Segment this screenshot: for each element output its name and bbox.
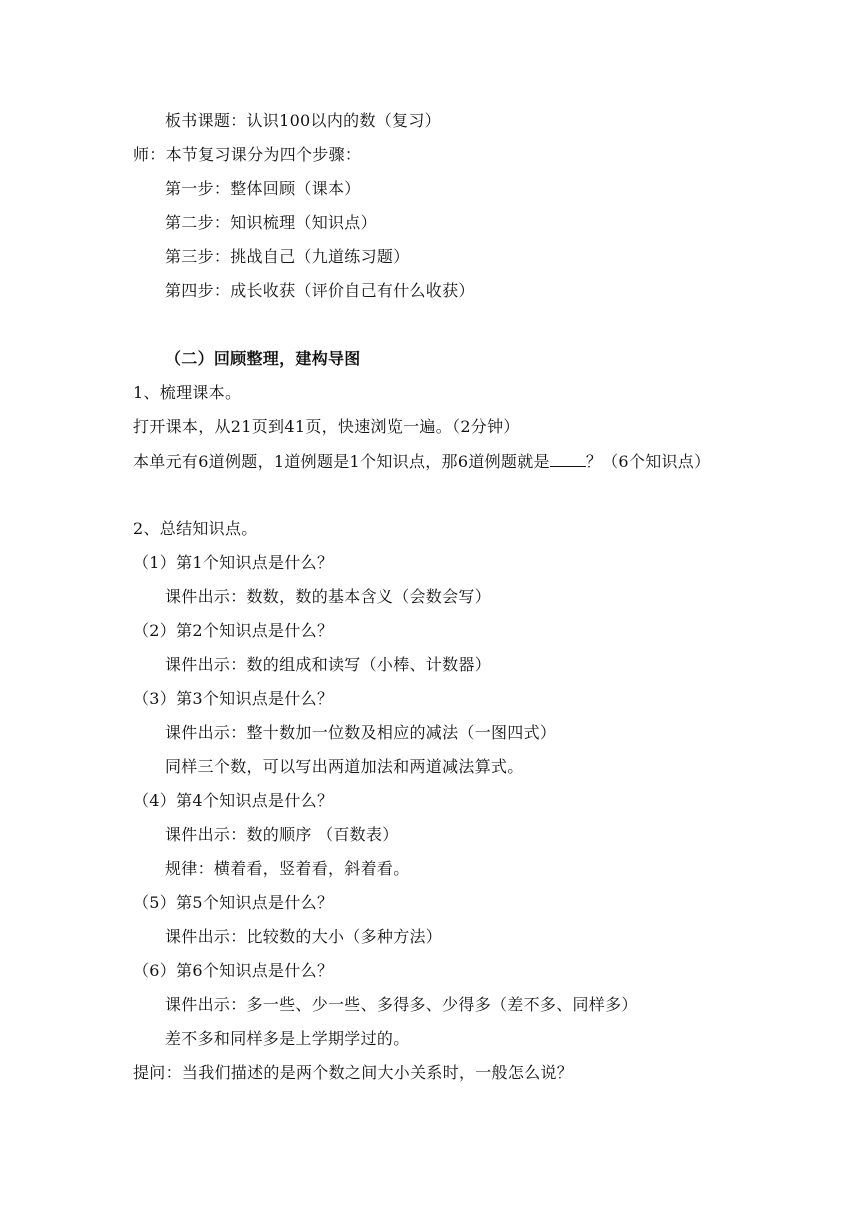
point-5-question: （5）第5个知识点是什么？ <box>133 893 334 912</box>
point-5-answer: 课件出示：比较数的大小（多种方法） <box>165 927 443 946</box>
step-1-line: 第一步：整体回顾（课本） <box>165 179 361 198</box>
review-textbook-line: 1、梳理课本。 <box>133 383 242 402</box>
teacher-intro-line: 师：本节复习课分为四个步骤： <box>133 145 362 164</box>
step-2-line: 第二步：知识梳理（知识点） <box>165 213 377 232</box>
point-4-question: （4）第4个知识点是什么？ <box>133 791 334 810</box>
question-line: 提问：当我们描述的是两个数之间大小关系时，一般怎么说？ <box>133 1063 574 1082</box>
point-3-question: （3）第3个知识点是什么？ <box>133 689 334 708</box>
examples-question-text: 本单元有6道例题，1道例题是1个知识点，那6道例题就是 <box>133 452 550 471</box>
examples-question-line <box>133 451 710 472</box>
point-6-question: （6）第6个知识点是什么？ <box>133 961 334 980</box>
lesson-title-line: 板书课题：认识100以内的数（复习） <box>165 111 441 130</box>
point-1-question: （1）第1个知识点是什么？ <box>133 553 334 572</box>
point-3-note: 同样三个数，可以写出两道加法和两道减法算式。 <box>165 757 524 776</box>
step-3-line: 第三步：挑战自己（九道练习题） <box>165 247 410 266</box>
answer-blank <box>550 451 586 467</box>
open-textbook-line: 打开课本，从21页到41页，快速浏览一遍。（2分钟） <box>133 417 520 436</box>
point-2-answer: 课件出示：数的组成和读写（小棒、计数器） <box>165 655 492 674</box>
point-6-answer: 课件出示：多一些、少一些、多得多、少得多（差不多、同样多） <box>165 995 638 1014</box>
point-4-answer: 课件出示：数的顺序 （百数表） <box>165 825 399 844</box>
point-3-answer: 课件出示：整十数加一位数及相应的减法（一图四式） <box>165 723 557 742</box>
examples-question-answer: ？（6个知识点） <box>585 452 711 471</box>
point-2-question: （2）第2个知识点是什么？ <box>133 621 334 640</box>
summarize-line: 2、总结知识点。 <box>133 519 258 538</box>
section-heading: （二）回顾整理，建构导图 <box>165 349 361 368</box>
point-6-note: 差不多和同样多是上学期学过的。 <box>165 1029 410 1048</box>
step-4-line: 第四步：成长收获（评价自己有什么收获） <box>165 281 475 300</box>
point-4-note: 规律：横着看，竖着看，斜着看。 <box>165 859 410 878</box>
point-1-answer: 课件出示：数数，数的基本含义（会数会写） <box>165 587 492 606</box>
